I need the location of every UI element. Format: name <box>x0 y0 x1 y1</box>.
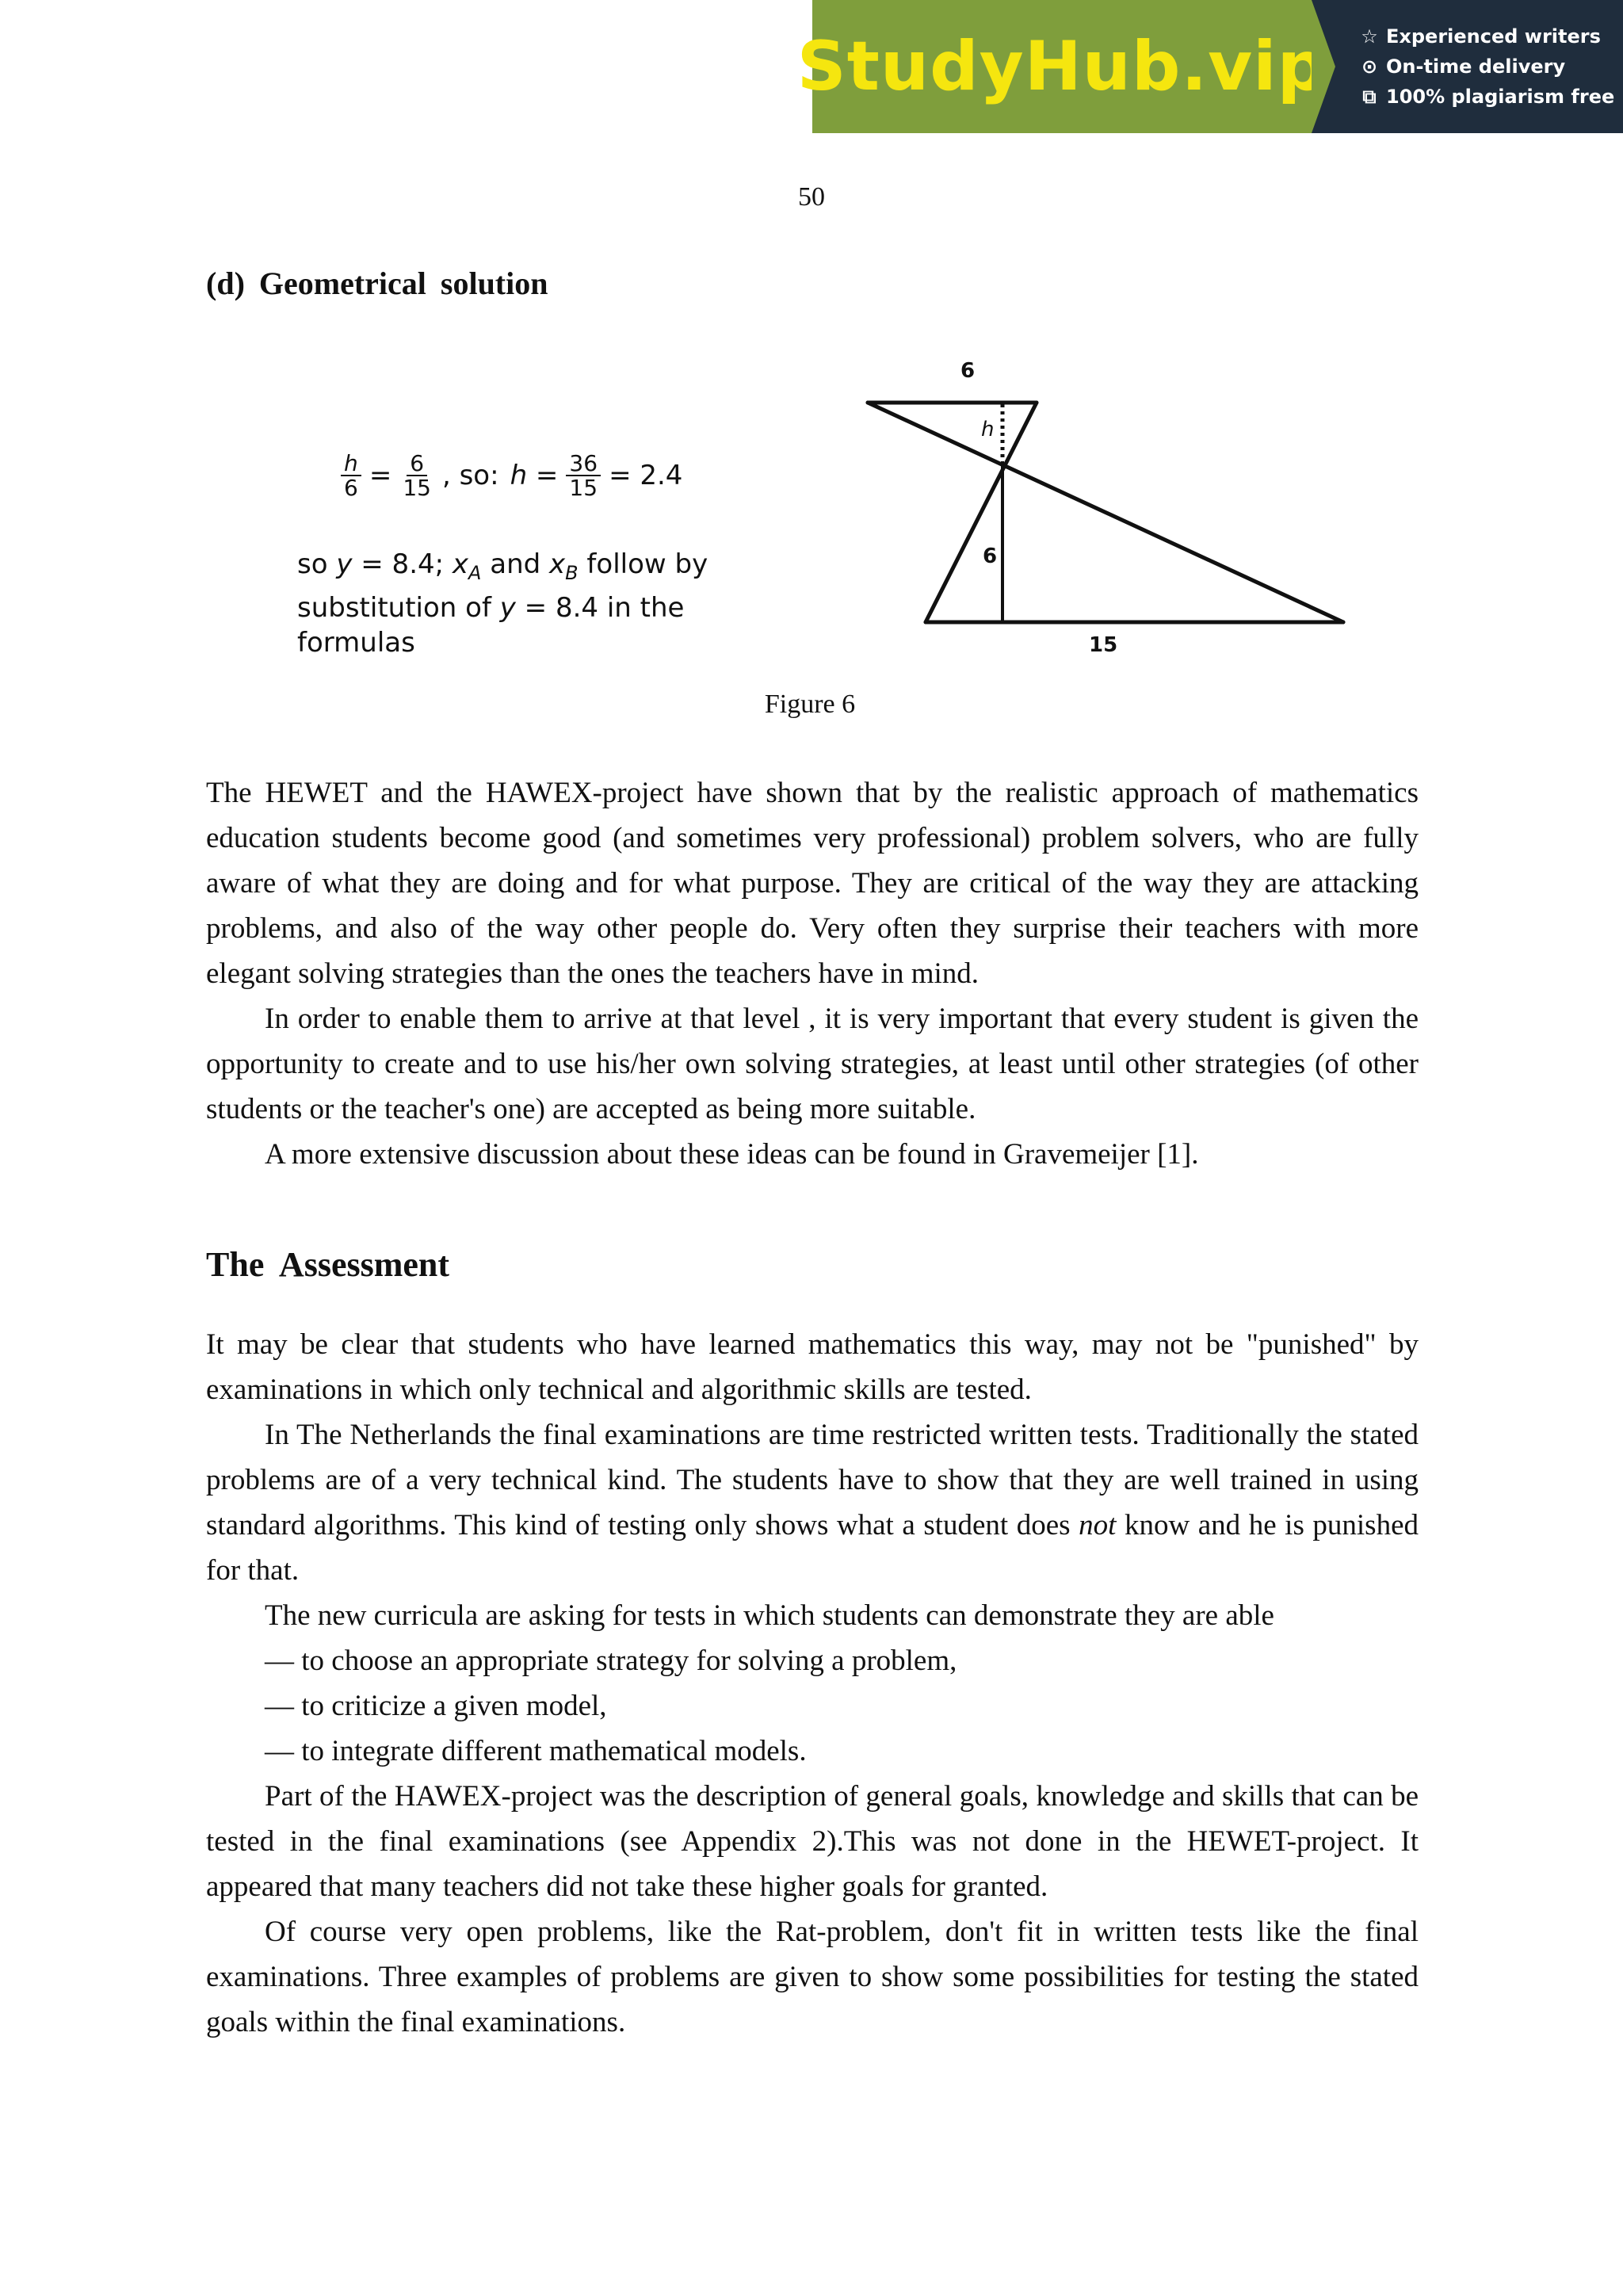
label-bottom-15: 15 <box>1089 633 1118 657</box>
figure-6-diagram <box>856 349 1363 682</box>
copy-icon: ⧉ <box>1362 86 1377 108</box>
paragraph: The new curricula are asking for tests in which students can demonstrate they are able <box>265 1599 1274 1632</box>
feature-text: 100% plagiarism free <box>1386 86 1615 108</box>
paragraph: The HEWET and the HAWEX-project have shown that by the realistic approach of mathematics education students become good (and sometimes very professional) problem solvers, who are fully aware of what they are doing and for what purpose. They are critical of the way they are attacking problems, and also of the way other people do. Very often they surprise their teachers with more elegant solving strategies than the ones the teachers have in mind. <box>206 777 1419 990</box>
clock-icon: ⊙ <box>1361 55 1378 78</box>
list-item: — to criticize a given model, <box>265 1690 607 1722</box>
feature-on-time-delivery <box>1359 55 1623 78</box>
fraction-h-over-6: $\frac{h}{6}$ <box>341 452 361 500</box>
feature-text: Experienced writers <box>1386 25 1601 48</box>
label-mid-6: 6 <box>983 544 998 568</box>
assessment-heading: The Assessment <box>206 1245 450 1284</box>
formula-text-line-2: substitution of y = 8.4 in the <box>297 591 685 624</box>
equals-sign: = <box>369 460 392 491</box>
fraction-36-over-15: $\frac{36}{15}$ <box>566 452 601 500</box>
section-title: (d) Geometrical solution <box>206 266 548 301</box>
banner-features <box>1312 0 1623 133</box>
list-item: — to integrate different mathematical models. <box>265 1735 807 1767</box>
fraction-6-over-15: $\frac{6}{15}$ <box>403 449 431 501</box>
paragraph: In order to enable them to arrive at that level , it is very important that every student is given the opportunity to create and to use his/her own solving strategies, at least until other strategies (of other students or the teacher's one) are accepted as being more suitable. <box>206 1003 1419 1125</box>
body-paragraphs-1 <box>206 770 1419 1177</box>
feature-experienced-writers <box>1359 25 1623 48</box>
paragraph: Part of the HAWEX-project was the description of general goals, knowledge and skills that can be tested in the final examinations (see Appendix 2).This was not done in the HEWET-project. It appeared that many teachers did not take these higher goals for granted. <box>206 1780 1419 1903</box>
label-top-6: 6 <box>960 359 976 383</box>
list-item: — to choose an appropriate strategy for solving a problem, <box>265 1645 957 1677</box>
feature-plagiarism-free <box>1359 86 1623 108</box>
paragraph: A more extensive discussion about these ideas can be found in Gravemeijer [1]. <box>265 1138 1199 1171</box>
result: = 2.4 <box>609 460 683 491</box>
logo-text: StudyHub.vip <box>796 27 1327 106</box>
formula-text-line-3: formulas <box>297 626 415 659</box>
studyhub-logo[interactable] <box>796 0 1327 133</box>
page-number: 50 <box>798 182 825 212</box>
feature-text: On-time delivery <box>1386 55 1566 78</box>
assessment-paragraphs <box>206 1322 1419 2045</box>
label-h: h <box>981 418 995 441</box>
star-outline-icon: ☆ <box>1361 25 1378 48</box>
promo-banner[interactable] <box>796 0 1623 133</box>
h-equals: h = <box>510 460 559 491</box>
long-diagonal <box>868 403 1343 622</box>
formula-explanation <box>297 547 708 660</box>
so-label: , so: <box>441 460 499 491</box>
formula-text-line-1: so y = 8.4; $x_A$ and $x_B$ follow by <box>297 548 708 584</box>
figure-caption: Figure 6 <box>764 690 856 719</box>
paragraph: In The Netherlands the final examinations are time restricted written tests. Traditionally the stated problems are of a very technical kind. The students have to show that they are well trained in using standard algorithms. This kind of testing only shows what a student does not know and he is punished for that. <box>206 1419 1419 1587</box>
paragraph: Of course very open problems, like the Rat-problem, don't fit in written tests like the final examinations. Three examples of problems are given to show some possibilities for testing the stated goals within the final examinations. <box>206 1916 1419 2038</box>
formula-line <box>333 444 682 507</box>
paragraph: It may be clear that students who have learned mathematics this way, may not be "punished" by examinations in which only technical and algorithmic skills are tested. <box>206 1328 1419 1406</box>
